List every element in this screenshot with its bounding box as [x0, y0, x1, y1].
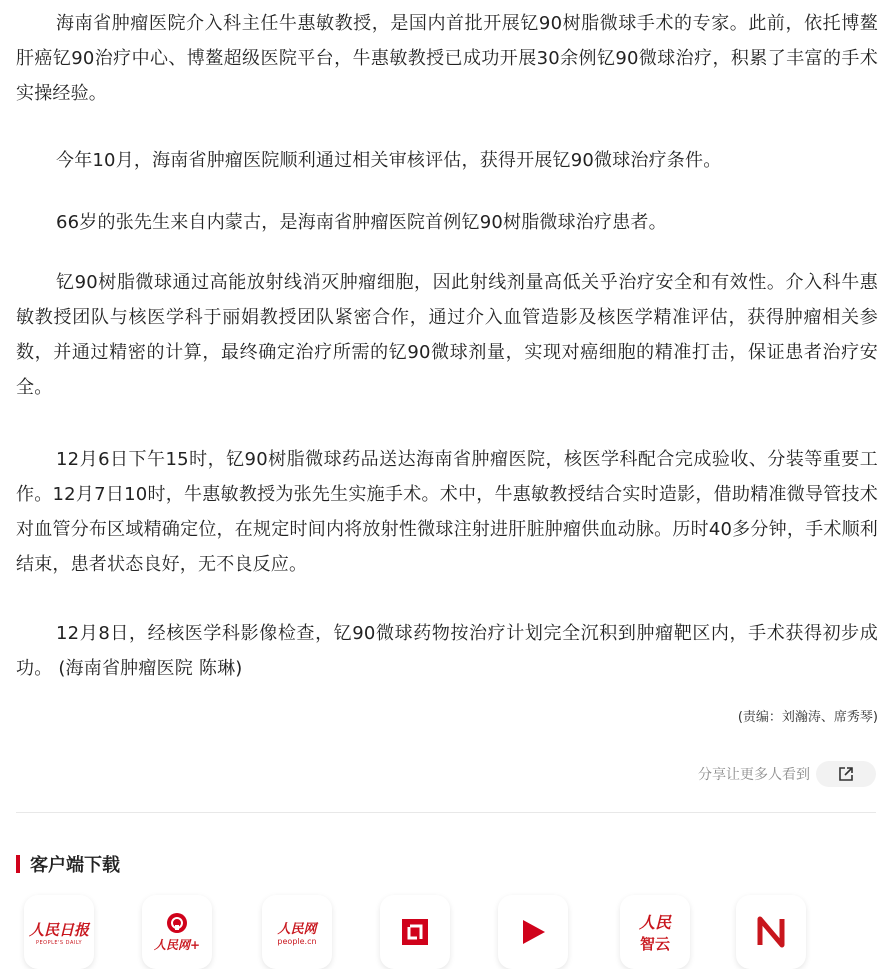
app-sublabel: PEOPLE'S DAILY: [35, 939, 83, 946]
share-external-icon: [837, 765, 855, 783]
article-paragraph: 海南省肿瘤医院介入科主任牛惠敏教授，是国内首批开展钇90树脂微球手术的专家。此前，依托博鳌肝癌钇90治疗中心、博鳌超级医院平台，牛惠敏教授已成功开展30余例钇90微球治疗，积累了丰富的手术实操经验。: [16, 13, 878, 104]
article-paragraph: 今年10月，海南省肿瘤医院顺利通过相关审核评估，获得开展钇90微球治疗条件。: [56, 150, 722, 171]
play-logo: [518, 917, 548, 947]
app-label: 人民网: [277, 922, 317, 937]
section-accent-bar: [16, 855, 20, 873]
app-peoples-net-plus[interactable]: [142, 895, 212, 969]
app-label: 人民网+: [153, 937, 201, 952]
divider: [16, 812, 876, 813]
download-title: 客户端下载: [30, 855, 120, 876]
app-label: 人民: [638, 913, 671, 932]
share-label: 分享让更多人看到: [698, 767, 810, 783]
article-paragraph: 12月8日，经核医学科影像检查，钇90微球药物按治疗计划完全沉积到肿瘤靶区内，手术获得初步成功。 (海南省肿瘤医院 陈琳): [16, 623, 878, 679]
app-play[interactable]: [498, 895, 568, 969]
article-paragraph: 66岁的张先生来自内蒙古，是海南省肿瘤医院首例钇90树脂微球治疗患者。: [56, 212, 667, 233]
app-peoples-daily[interactable]: [24, 895, 94, 969]
peoples-net-logo: [277, 918, 316, 946]
app-list: [0, 895, 891, 969]
peoples-net-plus-logo: [154, 912, 200, 953]
app-label: 人民日报: [28, 920, 89, 939]
download-section-title: [16, 852, 120, 876]
app-n[interactable]: [736, 895, 806, 969]
red-square-logo: [400, 917, 430, 947]
article-paragraph: 钇90树脂微球通过高能放射线消灭肿瘤细胞，因此射线剂量高低关乎治疗安全和有效性。介入科牛惠敏教授团队与核医学科于丽娟教授团队紧密合作，通过介入血管造影及核医学精准评估，获得肿瘤相关参数，并通过精密的计算，最终确定治疗所需的钇90微球剂量，实现对癌细胞的精准打击，保证患者治疗安全。: [16, 272, 878, 398]
app-sublabel: people.cn: [277, 937, 317, 946]
circle-emblem-icon: [166, 912, 188, 934]
editor-credit: (责编：刘瀚涛、席秀琴): [737, 710, 878, 725]
article-paragraph: 12月6日下午15时，钇90树脂微球药品送达海南省肿瘤医院，核医学科配合完成验收、分装等重要工作。12月7日10时，牛惠敏教授为张先生实施手术。术中，牛惠敏教授结合实时造影，借助精准微导管技术对血管分布区域精确定位，在规定时间内将放射性微球注射进肝脏肿瘤供血动脉。历时40多分钟，手术顺利结束，患者状态良好，无不良反应。: [16, 449, 878, 575]
app-peoples-net[interactable]: [262, 895, 332, 969]
peoples-daily-logo: [29, 919, 89, 946]
share-bar: [698, 760, 876, 788]
app-peoples-zhiyun[interactable]: [620, 895, 690, 969]
n-logo: [752, 913, 790, 951]
app-sublabel: 智云: [639, 935, 670, 953]
share-button[interactable]: [816, 761, 876, 787]
peoples-zhiyun-logo: [639, 910, 671, 954]
app-red-square[interactable]: [380, 895, 450, 969]
